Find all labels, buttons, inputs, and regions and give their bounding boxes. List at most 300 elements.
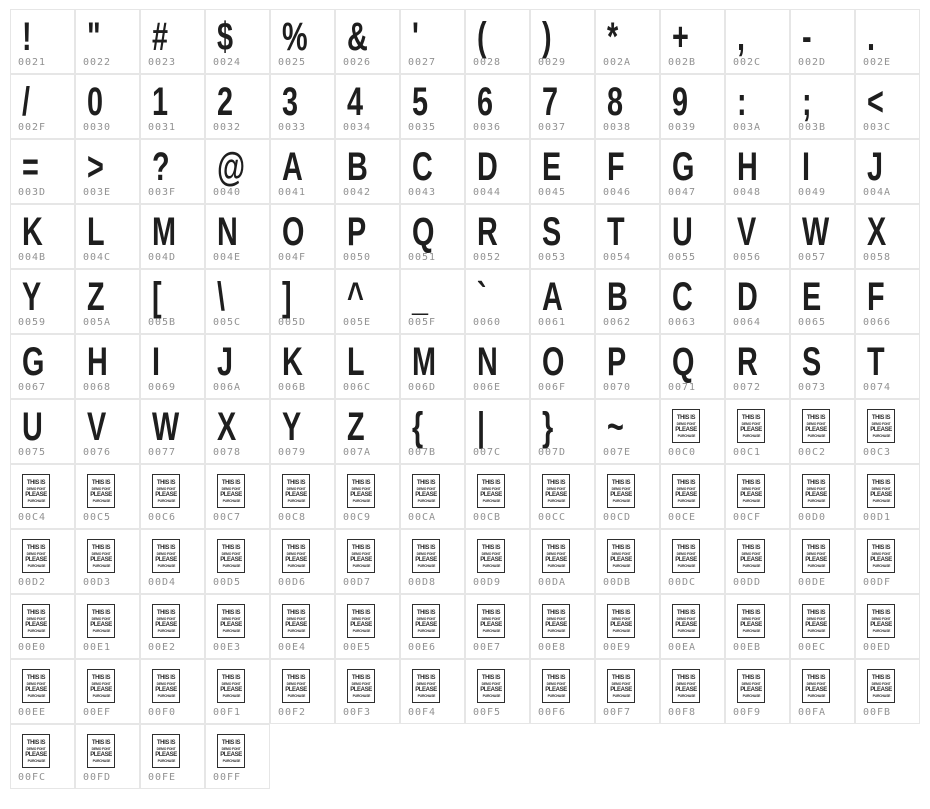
glyph-cell — [75, 464, 140, 529]
demo-line-purchase: PURCHASE — [677, 562, 695, 568]
demo-line-this-is: THIS IS — [91, 739, 111, 746]
glyph: C — [412, 145, 433, 189]
glyph-cell — [465, 269, 530, 334]
demo-line-purchase: PURCHASE — [547, 497, 565, 503]
demo-placeholder-box — [152, 604, 180, 638]
codepoint-label: 004C — [83, 252, 112, 263]
glyph: / — [22, 80, 30, 124]
codepoint-label: 00DF — [863, 577, 892, 588]
codepoint-label: 0079 — [278, 447, 307, 458]
glyph-cell — [595, 139, 660, 204]
demo-line-this-is: THIS IS — [741, 544, 761, 551]
demo-line-this-is: THIS IS — [351, 609, 371, 616]
codepoint-label: 0074 — [863, 382, 892, 393]
codepoint-label: 0056 — [733, 252, 762, 263]
codepoint-label: 0028 — [473, 57, 502, 68]
glyph: : — [737, 80, 746, 124]
demo-line-please: PLEASE — [740, 426, 762, 433]
demo-line-please: PLEASE — [870, 426, 892, 433]
glyph: N — [477, 340, 498, 384]
demo-line-demo-font: DEMO FONT — [351, 615, 371, 621]
demo-line-this-is: THIS IS — [741, 479, 761, 486]
codepoint-label: 0062 — [603, 317, 632, 328]
demo-line-purchase: PURCHASE — [417, 692, 435, 698]
glyph: L — [347, 340, 364, 384]
glyph-cell — [595, 74, 660, 139]
demo-line-please: PLEASE — [610, 556, 632, 563]
demo-line-purchase: PURCHASE — [612, 627, 630, 633]
glyph-cell — [400, 74, 465, 139]
demo-placeholder-box — [737, 474, 765, 508]
demo-line-purchase: PURCHASE — [417, 627, 435, 633]
glyph-cell — [75, 659, 140, 724]
glyph-cell — [335, 529, 400, 594]
demo-line-demo-font: DEMO FONT — [481, 680, 501, 686]
glyph: ~ — [607, 405, 624, 449]
glyph: 1 — [152, 80, 168, 124]
glyph-cell — [335, 269, 400, 334]
demo-line-please: PLEASE — [155, 751, 177, 758]
codepoint-label: 0039 — [668, 122, 697, 133]
demo-line-demo-font: DEMO FONT — [546, 680, 566, 686]
glyph-cell — [725, 529, 790, 594]
demo-placeholder-box — [672, 539, 700, 573]
demo-line-this-is: THIS IS — [91, 479, 111, 486]
glyph: ( — [477, 15, 486, 59]
codepoint-label: 0058 — [863, 252, 892, 263]
demo-line-please: PLEASE — [610, 491, 632, 498]
demo-line-purchase: PURCHASE — [222, 627, 240, 633]
glyph: Q — [412, 210, 434, 254]
glyph: X — [867, 210, 886, 254]
demo-line-purchase: PURCHASE — [872, 497, 890, 503]
glyph-cell — [660, 74, 725, 139]
glyph-cell — [75, 724, 140, 789]
codepoint-label: 00E8 — [538, 642, 567, 653]
glyph: V — [737, 210, 756, 254]
glyph-cell — [400, 659, 465, 724]
demo-line-purchase: PURCHASE — [157, 692, 175, 698]
demo-line-this-is: THIS IS — [806, 479, 826, 486]
demo-line-demo-font: DEMO FONT — [806, 615, 826, 621]
glyph-cell — [140, 139, 205, 204]
codepoint-label: 0047 — [668, 187, 697, 198]
glyph: ^ — [347, 275, 364, 319]
codepoint-label: 006C — [343, 382, 372, 393]
glyph-cell — [855, 464, 920, 529]
demo-line-this-is: THIS IS — [26, 739, 46, 746]
demo-line-this-is: THIS IS — [546, 674, 566, 681]
demo-line-please: PLEASE — [155, 556, 177, 563]
glyph: W — [802, 210, 829, 254]
demo-line-please: PLEASE — [675, 621, 697, 628]
demo-line-demo-font: DEMO FONT — [351, 550, 371, 556]
demo-line-demo-font: DEMO FONT — [26, 680, 46, 686]
codepoint-label: 00DD — [733, 577, 762, 588]
glyph: I — [802, 145, 810, 189]
glyph: A — [282, 145, 303, 189]
demo-placeholder-box — [672, 669, 700, 703]
codepoint-label: 00F7 — [603, 707, 632, 718]
demo-line-this-is: THIS IS — [481, 544, 501, 551]
glyph: 6 — [477, 80, 493, 124]
demo-line-this-is: THIS IS — [221, 739, 241, 746]
codepoint-label: 0052 — [473, 252, 502, 263]
glyph-cell — [855, 269, 920, 334]
demo-line-please: PLEASE — [480, 686, 502, 693]
glyph-cell — [10, 529, 75, 594]
glyph-cell — [855, 659, 920, 724]
glyph-cell — [10, 269, 75, 334]
glyph-cell — [270, 594, 335, 659]
glyph: D — [477, 145, 498, 189]
glyph-cell — [790, 464, 855, 529]
glyph-cell — [855, 334, 920, 399]
demo-line-please: PLEASE — [740, 621, 762, 628]
demo-line-demo-font: DEMO FONT — [26, 550, 46, 556]
glyph-cell — [75, 74, 140, 139]
glyph: ! — [22, 15, 31, 59]
glyph-cell — [205, 139, 270, 204]
demo-placeholder-box — [672, 474, 700, 508]
demo-line-please: PLEASE — [25, 751, 47, 758]
glyph-cell — [530, 74, 595, 139]
demo-line-demo-font: DEMO FONT — [416, 680, 436, 686]
glyph: I — [152, 340, 160, 384]
demo-line-please: PLEASE — [155, 491, 177, 498]
codepoint-label: 0037 — [538, 122, 567, 133]
codepoint-label: 0046 — [603, 187, 632, 198]
demo-line-purchase: PURCHASE — [27, 757, 45, 763]
demo-line-purchase: PURCHASE — [612, 692, 630, 698]
codepoint-label: 00EE — [18, 707, 47, 718]
glyph: ? — [152, 145, 169, 189]
glyph: { — [412, 405, 423, 449]
codepoint-label: 0032 — [213, 122, 242, 133]
demo-line-purchase: PURCHASE — [742, 692, 760, 698]
demo-line-this-is: THIS IS — [91, 544, 111, 551]
codepoint-label: 005F — [408, 317, 437, 328]
glyph-cell — [660, 659, 725, 724]
demo-line-purchase: PURCHASE — [807, 497, 825, 503]
glyph: Y — [282, 405, 301, 449]
codepoint-label: 003A — [733, 122, 762, 133]
glyph: N — [217, 210, 238, 254]
demo-placeholder-box — [22, 669, 50, 703]
demo-line-this-is: THIS IS — [221, 674, 241, 681]
codepoint-label: 0054 — [603, 252, 632, 263]
demo-line-please: PLEASE — [220, 556, 242, 563]
codepoint-label: 0029 — [538, 57, 567, 68]
demo-line-demo-font: DEMO FONT — [91, 680, 111, 686]
glyph-cell — [855, 594, 920, 659]
glyph-cell — [465, 399, 530, 464]
glyph-cell — [660, 464, 725, 529]
glyph-cell — [335, 594, 400, 659]
demo-line-demo-font: DEMO FONT — [676, 550, 696, 556]
codepoint-label: 0070 — [603, 382, 632, 393]
demo-line-please: PLEASE — [805, 686, 827, 693]
codepoint-label: 00C7 — [213, 512, 242, 523]
glyph-cell — [465, 9, 530, 74]
glyph: - — [802, 15, 811, 59]
glyph-cell — [400, 399, 465, 464]
demo-placeholder-box — [607, 669, 635, 703]
demo-line-demo-font: DEMO FONT — [871, 485, 891, 491]
codepoint-label: 00CF — [733, 512, 762, 523]
demo-line-please: PLEASE — [155, 686, 177, 693]
codepoint-label: 007E — [603, 447, 632, 458]
glyph-cell — [335, 334, 400, 399]
codepoint-label: 00CD — [603, 512, 632, 523]
codepoint-label: 0077 — [148, 447, 177, 458]
glyph: \ — [217, 275, 225, 319]
demo-line-this-is: THIS IS — [481, 609, 501, 616]
demo-placeholder-box — [477, 669, 505, 703]
glyph-cell — [660, 9, 725, 74]
glyph-cell — [140, 399, 205, 464]
demo-line-purchase: PURCHASE — [482, 562, 500, 568]
glyph: ] — [282, 275, 291, 319]
codepoint-label: 005D — [278, 317, 307, 328]
demo-line-purchase: PURCHASE — [27, 497, 45, 503]
glyph-cell — [205, 399, 270, 464]
demo-line-please: PLEASE — [480, 491, 502, 498]
codepoint-label: 00C8 — [278, 512, 307, 523]
glyph: 0 — [87, 80, 103, 124]
demo-placeholder-box — [87, 604, 115, 638]
glyph: _ — [412, 275, 428, 319]
demo-line-demo-font: DEMO FONT — [741, 420, 761, 426]
glyph-cell — [10, 464, 75, 529]
demo-line-demo-font: DEMO FONT — [871, 680, 891, 686]
codepoint-label: 0060 — [473, 317, 502, 328]
glyph-cell — [140, 204, 205, 269]
demo-line-this-is: THIS IS — [741, 674, 761, 681]
codepoint-label: 00D0 — [798, 512, 827, 523]
demo-line-please: PLEASE — [805, 621, 827, 628]
demo-line-purchase: PURCHASE — [807, 627, 825, 633]
glyph-cell — [205, 74, 270, 139]
demo-line-purchase: PURCHASE — [287, 692, 305, 698]
demo-line-purchase: PURCHASE — [547, 562, 565, 568]
codepoint-label: 004B — [18, 252, 47, 263]
codepoint-label: 0042 — [343, 187, 372, 198]
demo-line-please: PLEASE — [480, 621, 502, 628]
glyph-cell — [10, 724, 75, 789]
demo-line-please: PLEASE — [350, 686, 372, 693]
glyph-cell — [10, 594, 75, 659]
demo-placeholder-box — [737, 669, 765, 703]
demo-line-purchase: PURCHASE — [352, 627, 370, 633]
demo-placeholder-box — [282, 539, 310, 573]
glyph-cell — [75, 399, 140, 464]
codepoint-label: 005E — [343, 317, 372, 328]
glyph-cell — [270, 659, 335, 724]
demo-placeholder-box — [282, 474, 310, 508]
codepoint-label: 0044 — [473, 187, 502, 198]
demo-line-this-is: THIS IS — [416, 479, 436, 486]
glyph: [ — [152, 275, 161, 319]
glyph: , — [737, 15, 745, 59]
demo-line-purchase: PURCHASE — [92, 562, 110, 568]
glyph-cell — [270, 529, 335, 594]
demo-line-please: PLEASE — [675, 686, 697, 693]
glyph-cell — [530, 139, 595, 204]
demo-placeholder-box — [412, 474, 440, 508]
glyph-cell — [10, 139, 75, 204]
demo-line-demo-font: DEMO FONT — [546, 615, 566, 621]
codepoint-label: 003E — [83, 187, 112, 198]
demo-line-purchase: PURCHASE — [807, 432, 825, 438]
glyph: C — [672, 275, 693, 319]
codepoint-label: 006D — [408, 382, 437, 393]
demo-line-demo-font: DEMO FONT — [806, 550, 826, 556]
glyph-cell — [400, 269, 465, 334]
glyph-cell — [595, 659, 660, 724]
demo-line-purchase: PURCHASE — [352, 497, 370, 503]
demo-line-please: PLEASE — [415, 686, 437, 693]
demo-placeholder-box — [217, 669, 245, 703]
demo-line-demo-font: DEMO FONT — [676, 420, 696, 426]
demo-line-this-is: THIS IS — [546, 609, 566, 616]
glyph-cell — [725, 659, 790, 724]
codepoint-label: 00F0 — [148, 707, 177, 718]
glyph-cell — [270, 139, 335, 204]
codepoint-label: 0069 — [148, 382, 177, 393]
glyph-cell — [270, 399, 335, 464]
demo-line-please: PLEASE — [90, 491, 112, 498]
glyph-cell — [855, 399, 920, 464]
glyph: E — [802, 275, 821, 319]
demo-line-purchase: PURCHASE — [417, 562, 435, 568]
glyph-cell — [270, 269, 335, 334]
glyph: + — [672, 15, 689, 59]
glyph: G — [22, 340, 44, 384]
glyph: F — [867, 275, 884, 319]
demo-line-demo-font: DEMO FONT — [806, 420, 826, 426]
demo-line-this-is: THIS IS — [806, 544, 826, 551]
glyph: | — [477, 405, 485, 449]
glyph-cell — [790, 334, 855, 399]
demo-line-purchase: PURCHASE — [742, 562, 760, 568]
demo-line-demo-font: DEMO FONT — [286, 550, 306, 556]
demo-line-please: PLEASE — [805, 426, 827, 433]
demo-line-this-is: THIS IS — [806, 414, 826, 421]
glyph-cell — [465, 74, 530, 139]
codepoint-label: 002D — [798, 57, 827, 68]
codepoint-label: 00E6 — [408, 642, 437, 653]
glyph: Y — [22, 275, 41, 319]
codepoint-label: 0072 — [733, 382, 762, 393]
demo-line-purchase: PURCHASE — [677, 497, 695, 503]
glyph-cell — [725, 399, 790, 464]
glyph: J — [217, 340, 233, 384]
glyph-cell — [660, 139, 725, 204]
glyph: ; — [802, 80, 811, 124]
codepoint-label: 004A — [863, 187, 892, 198]
glyph-cell — [530, 9, 595, 74]
demo-line-please: PLEASE — [610, 621, 632, 628]
glyph: V — [87, 405, 106, 449]
codepoint-label: 00DC — [668, 577, 697, 588]
demo-placeholder-box — [607, 539, 635, 573]
glyph-grid — [10, 9, 920, 789]
demo-line-please: PLEASE — [870, 686, 892, 693]
demo-placeholder-box — [347, 539, 375, 573]
codepoint-label: 00C2 — [798, 447, 827, 458]
codepoint-label: 00EC — [798, 642, 827, 653]
demo-line-demo-font: DEMO FONT — [676, 615, 696, 621]
demo-line-demo-font: DEMO FONT — [26, 485, 46, 491]
demo-line-please: PLEASE — [25, 491, 47, 498]
demo-line-this-is: THIS IS — [611, 479, 631, 486]
demo-placeholder-box — [217, 604, 245, 638]
demo-line-purchase: PURCHASE — [92, 627, 110, 633]
glyph: " — [87, 15, 100, 59]
codepoint-label: 00FE — [148, 772, 177, 783]
codepoint-label: 005C — [213, 317, 242, 328]
demo-line-purchase: PURCHASE — [222, 692, 240, 698]
demo-placeholder-box — [867, 474, 895, 508]
codepoint-label: 00CE — [668, 512, 697, 523]
codepoint-label: 0064 — [733, 317, 762, 328]
demo-line-demo-font: DEMO FONT — [221, 485, 241, 491]
demo-line-demo-font: DEMO FONT — [156, 680, 176, 686]
demo-line-purchase: PURCHASE — [27, 692, 45, 698]
demo-line-this-is: THIS IS — [221, 479, 241, 486]
glyph-cell — [595, 399, 660, 464]
codepoint-label: 00DE — [798, 577, 827, 588]
glyph: Z — [87, 275, 104, 319]
glyph-cell — [725, 74, 790, 139]
glyph: 8 — [607, 80, 623, 124]
demo-line-demo-font: DEMO FONT — [91, 615, 111, 621]
demo-line-this-is: THIS IS — [416, 609, 436, 616]
codepoint-label: 00F1 — [213, 707, 242, 718]
codepoint-label: 0073 — [798, 382, 827, 393]
codepoint-label: 00E1 — [83, 642, 112, 653]
demo-line-this-is: THIS IS — [221, 544, 241, 551]
codepoint-label: 0026 — [343, 57, 372, 68]
glyph-cell — [75, 204, 140, 269]
glyph-cell — [205, 9, 270, 74]
glyph-cell — [855, 74, 920, 139]
demo-line-this-is: THIS IS — [546, 544, 566, 551]
glyph-cell — [10, 204, 75, 269]
glyph-cell — [530, 334, 595, 399]
demo-line-this-is: THIS IS — [871, 544, 891, 551]
glyph: 2 — [217, 80, 233, 124]
demo-placeholder-box — [802, 539, 830, 573]
demo-line-this-is: THIS IS — [676, 414, 696, 421]
glyph-cell — [75, 139, 140, 204]
demo-line-this-is: THIS IS — [26, 479, 46, 486]
demo-line-please: PLEASE — [350, 491, 372, 498]
glyph-cell — [140, 9, 205, 74]
glyph: Z — [347, 405, 364, 449]
glyph-cell — [725, 464, 790, 529]
codepoint-label: 0023 — [148, 57, 177, 68]
glyph-cell — [660, 529, 725, 594]
codepoint-label: 00C4 — [18, 512, 47, 523]
demo-placeholder-box — [87, 539, 115, 573]
glyph-cell — [530, 659, 595, 724]
demo-placeholder-box — [802, 474, 830, 508]
demo-placeholder-box — [347, 669, 375, 703]
glyph-cell — [660, 334, 725, 399]
demo-placeholder-box — [412, 539, 440, 573]
